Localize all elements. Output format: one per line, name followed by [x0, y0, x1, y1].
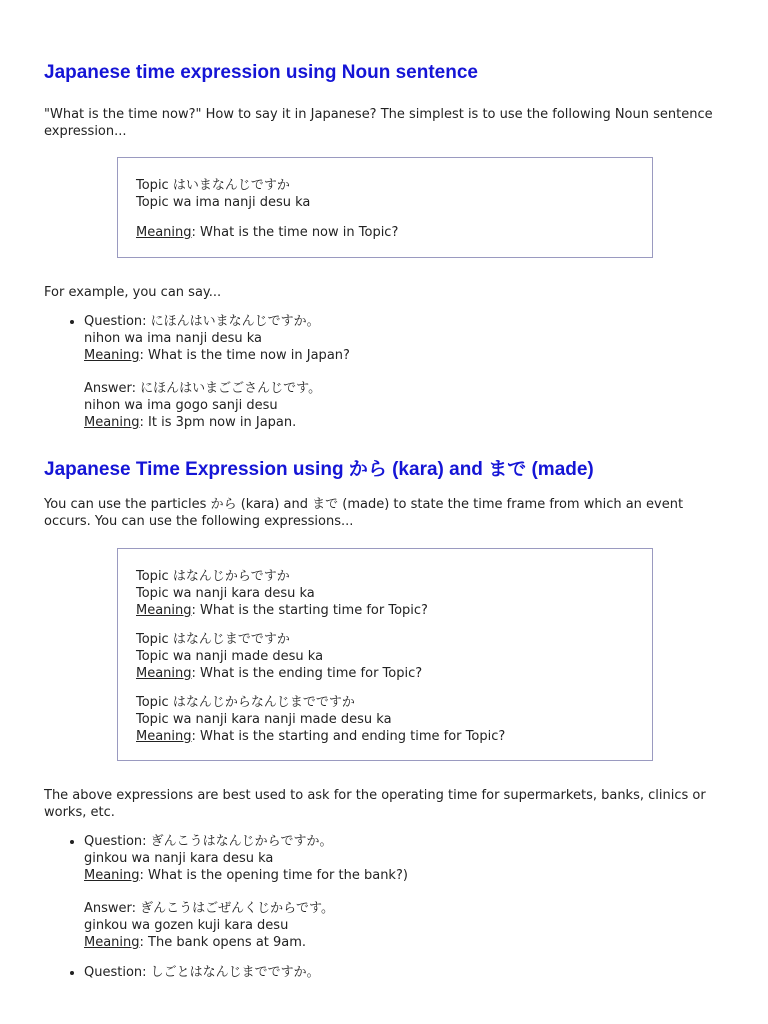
example-intro: For example, you can say... [44, 285, 222, 300]
expression-romaji: Topic wa ima nanji desu ka [136, 195, 311, 210]
expression-japanese: Topic はなんじまでですか [136, 632, 290, 647]
question-line: • Question: ぎんこうはなんじからですか。 [84, 834, 333, 849]
answer-romaji: nihon wa ima gogo sanji desu [84, 398, 278, 413]
expression-japanese: Topic はなんじからなんじまでですか [136, 695, 355, 710]
list-item [84, 964, 724, 981]
expression-meaning: Meaning: What is the ending time for Topic? [136, 666, 423, 681]
meaning-text: : What is the time now in Topic? [191, 225, 399, 240]
meaning-label: Meaning [136, 225, 192, 240]
answer-romaji: ginkou wa gozen kuji kara desu [84, 918, 289, 933]
list-item [84, 833, 724, 951]
expression-japanese: Topic はいまなんじですか [136, 178, 290, 193]
expression-group-end [136, 631, 634, 682]
expression-group-start-end [136, 694, 634, 745]
question-line: • Question: にほんはいまなんじですか。 [84, 314, 320, 329]
expression-meaning [136, 224, 634, 241]
expression-group-start [136, 568, 634, 619]
question-meaning: Meaning: What is the opening time for the bank?) [84, 868, 408, 883]
usage-paragraph: The above expressions are best used to ask for the operating time for supermarkets, banks, clinics or works, etc. [44, 788, 706, 820]
answer-line: Answer: にほんはいまごごさんじです。 [84, 381, 322, 396]
section-heading-kara-made: Japanese Time Expression using から (kara) and まで (made) [44, 459, 594, 480]
example-list-japan [44, 313, 724, 431]
expression-japanese: Topic はなんじからですか [136, 569, 290, 584]
answer-line: Answer: ぎんこうはごぜんくじからです。 [84, 901, 335, 916]
example-list-bank [44, 833, 724, 981]
expression-romaji: Topic wa nanji made desu ka [136, 649, 324, 664]
kara-made-intro: You can use the particles から (kara) and まで (made) to state the time frame from which an event occurs. You can use the following expressions... [44, 497, 684, 529]
expression-box-kara-made [117, 548, 653, 761]
expression-romaji: Topic wa nanji kara desu ka [136, 586, 315, 601]
answer-meaning: Meaning: It is 3pm now in Japan. [84, 415, 297, 430]
question-romaji: ginkou wa nanji kara desu ka [84, 851, 274, 866]
answer-meaning: Meaning: The bank opens at 9am. [84, 935, 307, 950]
expression-meaning: Meaning: What is the starting time for Topic? [136, 603, 428, 618]
expression-romaji: Topic wa nanji kara nanji made desu ka [136, 712, 392, 727]
question-romaji: nihon wa ima nanji desu ka [84, 331, 262, 346]
expression-meaning: Meaning: What is the starting and ending time for Topic? [136, 729, 506, 744]
intro-paragraph: "What is the time now?" How to say it in Japanese? The simplest is to use the following Noun sentence expression... [44, 107, 713, 139]
list-item [84, 313, 724, 431]
expression-box-now [117, 157, 653, 258]
section-heading-noun-sentence: Japanese time expression using Noun sentence [44, 62, 478, 83]
question-line: • Question: しごとはなんじまでですか。 [84, 965, 320, 980]
question-meaning: Meaning: What is the time now in Japan? [84, 348, 350, 363]
